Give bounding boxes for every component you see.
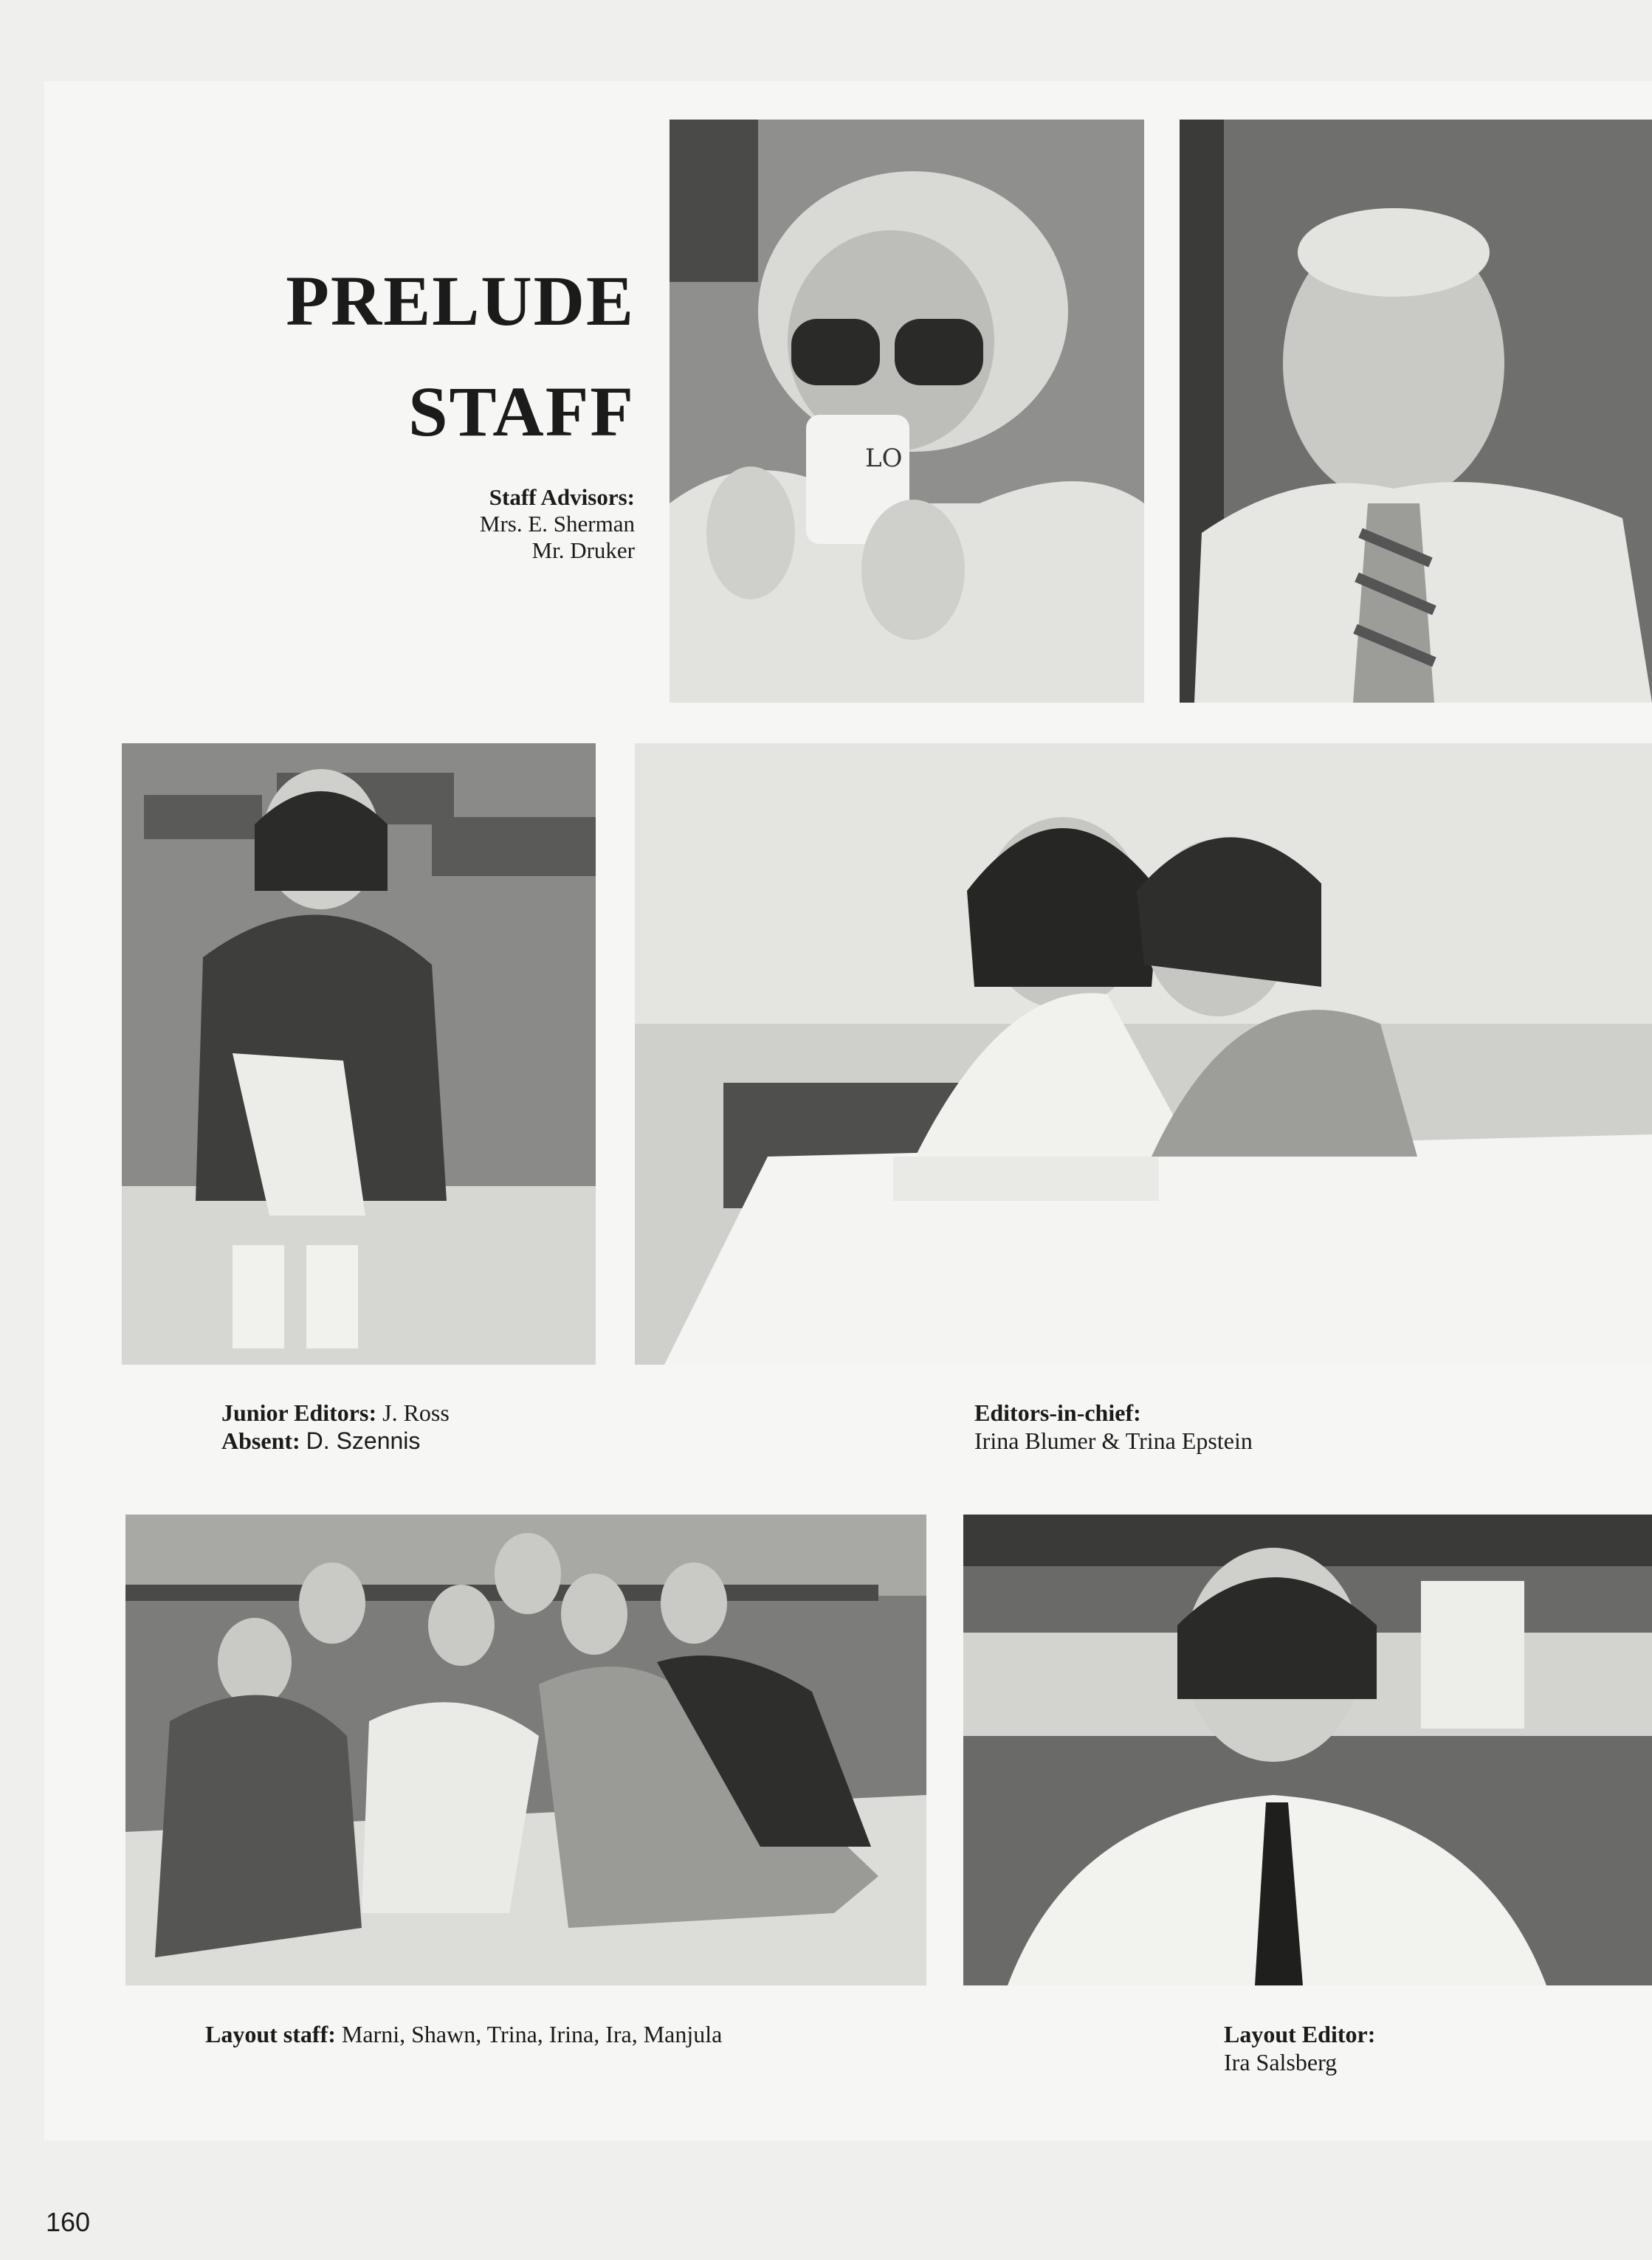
photo-advisor-druker [1180,120,1652,703]
caption-layout-staff [205,2020,722,2048]
mug-text: LO [865,444,903,473]
photo-layout-staff-illustration [125,1515,926,1985]
page-number: 160 [46,2207,91,2237]
editors-in-chief-label: Editors-in-chief: [974,1399,1141,1426]
absent-value: D. Szennis [306,1427,421,1454]
staff-advisors-caption [480,484,635,564]
photo-advisor-sherman [670,120,1144,703]
junior-editors-value: J. Ross [382,1399,450,1426]
layout-editor-value: Ira Salsberg [1224,2049,1338,2075]
advisors-heading: Staff Advisors: [489,484,635,510]
page-title-prelude: PRELUDE [286,261,635,340]
caption-editors-in-chief [974,1399,1253,1455]
page-title-staff: STAFF [408,372,635,451]
advisor-name: Mrs. E. Sherman [479,511,635,537]
caption-absent [221,1427,420,1455]
photo-layout-staff [125,1515,926,1985]
editors-in-chief-value: Irina Blumer & Trina Epstein [974,1427,1253,1454]
layout-staff-value: Marni, Shawn, Trina, Irina, Ira, Manjula [341,2021,723,2047]
photo-layout-editor-illustration [963,1515,1652,1985]
caption-junior-editors [221,1399,450,1427]
photo-sherman-illustration [670,120,1144,703]
junior-editors-label: Junior Editors: [221,1399,377,1426]
layout-editor-label: Layout Editor: [1224,2021,1376,2047]
caption-layout-editor [1224,2020,1375,2076]
photo-layout-editor [963,1515,1652,1985]
photo-editors-illustration [635,743,1652,1365]
photo-junior-editor-illustration [122,743,596,1365]
absent-label: Absent: [221,1427,300,1454]
photo-junior-editor [122,743,596,1365]
photo-editors-in-chief [635,743,1652,1365]
photo-druker-illustration [1180,120,1652,703]
advisor-name: Mr. Druker [531,537,635,563]
layout-staff-label: Layout staff: [205,2021,336,2047]
